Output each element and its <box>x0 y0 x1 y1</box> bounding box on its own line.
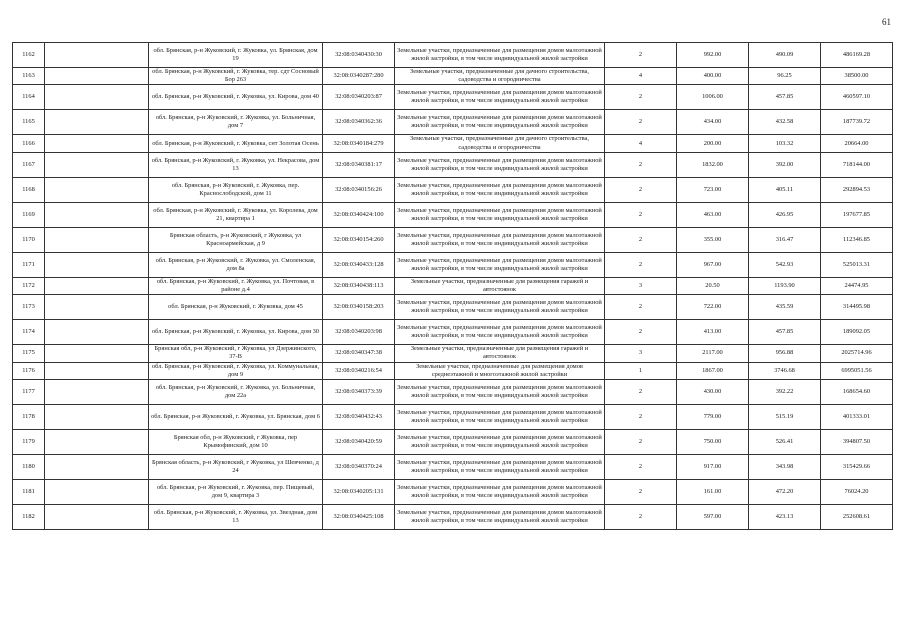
spacer-cell <box>45 135 149 152</box>
cadastral-number-cell: 32:08:0340362:36 <box>323 110 395 135</box>
cadastral-value-cell: 315429.66 <box>821 455 893 480</box>
table-row <box>13 252 893 277</box>
spacer-cell <box>45 362 149 379</box>
area-cell: 779.00 <box>677 405 749 430</box>
cadastral-value-cell: 2025714.96 <box>821 345 893 362</box>
land-use-cell: Земельные участки, предназначенные для размещения домов малоэтажной жилой застройки, в том числе индивидуальной жилой застройки <box>395 177 605 202</box>
cadastral-number-cell: 32:08:0340158:203 <box>323 295 395 320</box>
row-number: 1180 <box>13 455 45 480</box>
table-row <box>13 405 893 430</box>
address-cell: обл. Брянская, р-н Жуковский, г. Жуковка, дом 45 <box>149 295 323 320</box>
cadastral-value-cell: 197677.85 <box>821 202 893 227</box>
registry-body <box>13 43 893 530</box>
rate-cell: 542.93 <box>749 252 821 277</box>
address-cell: обл. Брянская, р-н Жуковский, г. Жуковка, ул. Почтовая, в районе д.4 <box>149 277 323 294</box>
table-row <box>13 202 893 227</box>
rate-cell: 103.32 <box>749 135 821 152</box>
area-cell: 463.00 <box>677 202 749 227</box>
cadastral-value-cell: 292894.53 <box>821 177 893 202</box>
group-cell: 2 <box>605 295 677 320</box>
table-row <box>13 68 893 85</box>
group-cell: 2 <box>605 480 677 505</box>
row-number: 1169 <box>13 202 45 227</box>
area-cell: 597.00 <box>677 505 749 530</box>
cadastral-number-cell: 32:08:0340154:260 <box>323 227 395 252</box>
address-cell: обл. Брянская, р-н Жуковский, г. Жуковка, ул. Кирова, дом 40 <box>149 85 323 110</box>
rate-cell: 457.85 <box>749 85 821 110</box>
row-number: 1167 <box>13 152 45 177</box>
land-use-cell: Земельные участки, предназначенные для размещения домов малоэтажной жилой застройки, в том числе индивидуальной жилой застройки <box>395 505 605 530</box>
area-cell: 430.00 <box>677 380 749 405</box>
land-use-cell: Земельные участки, предназначенные для размещения домов малоэтажной жилой застройки, в том числе индивидуальной жилой застройки <box>395 405 605 430</box>
rate-cell: 472.20 <box>749 480 821 505</box>
land-use-cell: Земельные участки, предназначенные для размещения домов малоэтажной жилой застройки, в том числе индивидуальной жилой застройки <box>395 43 605 68</box>
rate-cell: 96.25 <box>749 68 821 85</box>
row-number: 1162 <box>13 43 45 68</box>
table-row <box>13 480 893 505</box>
table-row <box>13 430 893 455</box>
cadastral-value-cell: 718144.00 <box>821 152 893 177</box>
rate-cell: 3746.68 <box>749 362 821 379</box>
page-number: 61 <box>882 17 891 27</box>
address-cell: обл. Брянская, р-н Жуковский, г. Жуковка, пер. Пищевый, дом 9, квартира 3 <box>149 480 323 505</box>
cadastral-number-cell: 32:08:0340203:87 <box>323 85 395 110</box>
cadastral-number-cell: 32:08:0340432:43 <box>323 405 395 430</box>
cadastral-number-cell: 32:08:0340438:113 <box>323 277 395 294</box>
cadastral-value-cell: 38500.00 <box>821 68 893 85</box>
spacer-cell <box>45 152 149 177</box>
address-cell: обл. Брянская, р-н Жуковский, г. Жуковка, ул. Королева, дом 21, квартира 1 <box>149 202 323 227</box>
row-number: 1171 <box>13 252 45 277</box>
spacer-cell <box>45 320 149 345</box>
area-cell: 355.00 <box>677 227 749 252</box>
area-cell: 917.00 <box>677 455 749 480</box>
cadastral-number-cell: 32:08:0340420:59 <box>323 430 395 455</box>
cadastral-value-cell: 525013.31 <box>821 252 893 277</box>
cadastral-value-cell: 168654.60 <box>821 380 893 405</box>
table-row <box>13 152 893 177</box>
table-row <box>13 43 893 68</box>
area-cell: 1832.00 <box>677 152 749 177</box>
row-number: 1179 <box>13 430 45 455</box>
rate-cell: 423.13 <box>749 505 821 530</box>
address-cell: обл. Брянская, р-н Жуковский, г. Жуковка, снт Золотая Осень <box>149 135 323 152</box>
row-number: 1178 <box>13 405 45 430</box>
row-number: 1177 <box>13 380 45 405</box>
address-cell: обл. Брянская, р-н Жуковский, г. Жуковка, пер. Краснослободской, дом 11 <box>149 177 323 202</box>
row-number: 1176 <box>13 362 45 379</box>
row-number: 1181 <box>13 480 45 505</box>
table-row <box>13 320 893 345</box>
land-use-cell: Земельные участки, предназначенные для размещения домов малоэтажной жилой застройки, в том числе индивидуальной жилой застройки <box>395 455 605 480</box>
spacer-cell <box>45 202 149 227</box>
cadastral-number-cell: 32:08:0340430:30 <box>323 43 395 68</box>
table-row <box>13 110 893 135</box>
row-number: 1172 <box>13 277 45 294</box>
group-cell: 2 <box>605 430 677 455</box>
spacer-cell <box>45 295 149 320</box>
land-use-cell: Земельные участки, предназначенные для размещения домов малоэтажной жилой застройки, в том числе индивидуальной жилой застройки <box>395 85 605 110</box>
table-row <box>13 227 893 252</box>
rate-cell: 956.88 <box>749 345 821 362</box>
land-registry-table <box>12 42 893 530</box>
cadastral-value-cell: 112346.85 <box>821 227 893 252</box>
cadastral-value-cell: 394807.50 <box>821 430 893 455</box>
address-cell: Брянская область, р-н Жуковский, г Жуковка, ул Шевченко, д 24 <box>149 455 323 480</box>
land-use-cell: Земельные участки, предназначенные для размещения домов малоэтажной жилой застройки, в том числе индивидуальной жилой застройки <box>395 380 605 405</box>
rate-cell: 392.00 <box>749 152 821 177</box>
rate-cell: 316.47 <box>749 227 821 252</box>
address-cell: обл. Брянская, р-н Жуковский, г. Жуковка, тер. сдт Сосновый Бор 263 <box>149 68 323 85</box>
cadastral-number-cell: 32:08:0340205:131 <box>323 480 395 505</box>
cadastral-number-cell: 32:08:0340216:54 <box>323 362 395 379</box>
rate-cell: 490.09 <box>749 43 821 68</box>
land-use-cell: Земельные участки, предназначенные для размещения домов малоэтажной жилой застройки, в том числе индивидуальной жилой застройки <box>395 227 605 252</box>
table-row <box>13 277 893 294</box>
cadastral-value-cell: 6995051.56 <box>821 362 893 379</box>
cadastral-value-cell: 252608.61 <box>821 505 893 530</box>
cadastral-value-cell: 314495.98 <box>821 295 893 320</box>
row-number: 1165 <box>13 110 45 135</box>
spacer-cell <box>45 480 149 505</box>
land-use-cell: Земельные участки, предназначенные для размещения домов среднеэтажной и многоэтажной жилой застройки <box>395 362 605 379</box>
address-cell: обл. Брянская, р-н Жуковский, г. Жуковка, ул. Некрасова, дом 13 <box>149 152 323 177</box>
spacer-cell <box>45 430 149 455</box>
group-cell: 2 <box>605 380 677 405</box>
land-use-cell: Земельные участки, предназначенные для размещения домов малоэтажной жилой застройки, в том числе индивидуальной жилой застройки <box>395 480 605 505</box>
table-row <box>13 85 893 110</box>
area-cell: 967.00 <box>677 252 749 277</box>
spacer-cell <box>45 252 149 277</box>
land-use-cell: Земельные участки, предназначенные для размещения домов малоэтажной жилой застройки, в том числе индивидуальной жилой застройки <box>395 295 605 320</box>
row-number: 1168 <box>13 177 45 202</box>
area-cell: 20.50 <box>677 277 749 294</box>
rate-cell: 435.59 <box>749 295 821 320</box>
cadastral-number-cell: 32:08:0340373:39 <box>323 380 395 405</box>
cadastral-value-cell: 460597.10 <box>821 85 893 110</box>
cadastral-value-cell: 20664.00 <box>821 135 893 152</box>
table-row <box>13 135 893 152</box>
row-number: 1170 <box>13 227 45 252</box>
row-number: 1182 <box>13 505 45 530</box>
table-row <box>13 345 893 362</box>
land-use-cell: Земельные участки, предназначенные для размещения домов малоэтажной жилой застройки, в том числе индивидуальной жилой застройки <box>395 320 605 345</box>
table-row <box>13 505 893 530</box>
group-cell: 2 <box>605 202 677 227</box>
group-cell: 2 <box>605 85 677 110</box>
row-number: 1163 <box>13 68 45 85</box>
area-cell: 1867.00 <box>677 362 749 379</box>
cadastral-number-cell: 32:08:0340184:279 <box>323 135 395 152</box>
rate-cell: 392.22 <box>749 380 821 405</box>
cadastral-number-cell: 32:08:0340203:98 <box>323 320 395 345</box>
table-row <box>13 295 893 320</box>
rate-cell: 526.41 <box>749 430 821 455</box>
spacer-cell <box>45 277 149 294</box>
area-cell: 400.00 <box>677 68 749 85</box>
address-cell: обл. Брянская, р-н Жуковский, г. Жуковка, ул. Смоленская, дом 8а <box>149 252 323 277</box>
area-cell: 992.00 <box>677 43 749 68</box>
cadastral-number-cell: 32:08:0340370:24 <box>323 455 395 480</box>
spacer-cell <box>45 110 149 135</box>
cadastral-number-cell: 32:08:0340381:17 <box>323 152 395 177</box>
land-use-cell: Земельные участки, предназначенные для размещения домов малоэтажной жилой застройки, в том числе индивидуальной жилой застройки <box>395 152 605 177</box>
rate-cell: 432.58 <box>749 110 821 135</box>
table-row <box>13 177 893 202</box>
cadastral-value-cell: 187739.72 <box>821 110 893 135</box>
cadastral-value-cell: 486169.28 <box>821 43 893 68</box>
address-cell: обл. Брянская, р-н Жуковский, г. Жуковка, ул. Больничная, дом 22а <box>149 380 323 405</box>
table-row <box>13 380 893 405</box>
spacer-cell <box>45 85 149 110</box>
group-cell: 2 <box>605 252 677 277</box>
spacer-cell <box>45 380 149 405</box>
group-cell: 1 <box>605 362 677 379</box>
table-row <box>13 362 893 379</box>
spacer-cell <box>45 505 149 530</box>
spacer-cell <box>45 455 149 480</box>
spacer-cell <box>45 68 149 85</box>
area-cell: 723.00 <box>677 177 749 202</box>
spacer-cell <box>45 227 149 252</box>
cadastral-number-cell: 32:08:0340424:100 <box>323 202 395 227</box>
group-cell: 2 <box>605 227 677 252</box>
cadastral-value-cell: 401333.01 <box>821 405 893 430</box>
row-number: 1175 <box>13 345 45 362</box>
address-cell: обл. Брянская, р-н Жуковский, г. Жуковка, ул. Брянская, дом 19 <box>149 43 323 68</box>
area-cell: 200.00 <box>677 135 749 152</box>
address-cell: обл. Брянская, р-н Жуковский, г. Жуковка, ул. Брянская, дом 6 <box>149 405 323 430</box>
address-cell: обл. Брянская, р-н Жуковский, г. Жуковка, ул. Больничная, дом 7 <box>149 110 323 135</box>
land-use-cell: Земельные участки, предназначенные для размещения гаражей и автостоянок <box>395 345 605 362</box>
spacer-cell <box>45 405 149 430</box>
group-cell: 2 <box>605 177 677 202</box>
cadastral-value-cell: 24474.95 <box>821 277 893 294</box>
spacer-cell <box>45 345 149 362</box>
row-number: 1174 <box>13 320 45 345</box>
group-cell: 4 <box>605 135 677 152</box>
group-cell: 2 <box>605 405 677 430</box>
cadastral-value-cell: 189092.05 <box>821 320 893 345</box>
land-use-cell: Земельные участки, предназначенные для дачного строительства, садоводства и огородничества <box>395 135 605 152</box>
address-cell: Брянская обл, р-н Жуковский, г Жуковка, пер Крымофинский, дом 10 <box>149 430 323 455</box>
group-cell: 3 <box>605 277 677 294</box>
address-cell: обл. Брянская, р-н Жуковский, г. Жуковка, ул. Коммунальная, дом 9 <box>149 362 323 379</box>
area-cell: 434.00 <box>677 110 749 135</box>
address-cell: обл. Брянская, р-н Жуковский, г. Жуковка, ул. Звездная, дом 13 <box>149 505 323 530</box>
group-cell: 2 <box>605 505 677 530</box>
area-cell: 161.00 <box>677 480 749 505</box>
group-cell: 3 <box>605 345 677 362</box>
land-use-cell: Земельные участки, предназначенные для размещения домов малоэтажной жилой застройки, в том числе индивидуальной жилой застройки <box>395 252 605 277</box>
rate-cell: 457.85 <box>749 320 821 345</box>
cadastral-number-cell: 32:08:0340347:38 <box>323 345 395 362</box>
land-use-cell: Земельные участки, предназначенные для размещения домов малоэтажной жилой застройки, в том числе индивидуальной жилой застройки <box>395 110 605 135</box>
address-cell: Брянская обл, р-н Жуковский, г Жуковка, ул Дзержинского, 37-В <box>149 345 323 362</box>
area-cell: 413.00 <box>677 320 749 345</box>
cadastral-number-cell: 32:08:0340156:26 <box>323 177 395 202</box>
group-cell: 4 <box>605 68 677 85</box>
group-cell: 2 <box>605 110 677 135</box>
address-cell: обл. Брянская, р-н Жуковский, г. Жуковка, ул. Кирова, дом 30 <box>149 320 323 345</box>
row-number: 1164 <box>13 85 45 110</box>
table-row <box>13 455 893 480</box>
cadastral-number-cell: 32:08:0340425:108 <box>323 505 395 530</box>
group-cell: 2 <box>605 152 677 177</box>
area-cell: 1006.00 <box>677 85 749 110</box>
land-use-cell: Земельные участки, предназначенные для размещения домов малоэтажной жилой застройки, в том числе индивидуальной жилой застройки <box>395 430 605 455</box>
cadastral-number-cell: 32:08:0340433:128 <box>323 252 395 277</box>
row-number: 1166 <box>13 135 45 152</box>
area-cell: 722.00 <box>677 295 749 320</box>
rate-cell: 1193.90 <box>749 277 821 294</box>
group-cell: 2 <box>605 43 677 68</box>
rate-cell: 515.19 <box>749 405 821 430</box>
cadastral-value-cell: 76024.20 <box>821 480 893 505</box>
area-cell: 750.00 <box>677 430 749 455</box>
address-cell: Брянская область, р-н Жуковский, г Жуковка, ул Красноармейская, д 9 <box>149 227 323 252</box>
group-cell: 2 <box>605 455 677 480</box>
group-cell: 2 <box>605 320 677 345</box>
row-number: 1173 <box>13 295 45 320</box>
spacer-cell <box>45 177 149 202</box>
cadastral-number-cell: 32:08:0340287:280 <box>323 68 395 85</box>
land-use-cell: Земельные участки, предназначенные для дачного строительства, садоводства и огородничества <box>395 68 605 85</box>
rate-cell: 426.95 <box>749 202 821 227</box>
rate-cell: 343.98 <box>749 455 821 480</box>
land-use-cell: Земельные участки, предназначенные для размещения гаражей и автостоянок <box>395 277 605 294</box>
spacer-cell <box>45 43 149 68</box>
area-cell: 2117.00 <box>677 345 749 362</box>
land-use-cell: Земельные участки, предназначенные для размещения домов малоэтажной жилой застройки, в том числе индивидуальной жилой застройки <box>395 202 605 227</box>
rate-cell: 405.11 <box>749 177 821 202</box>
